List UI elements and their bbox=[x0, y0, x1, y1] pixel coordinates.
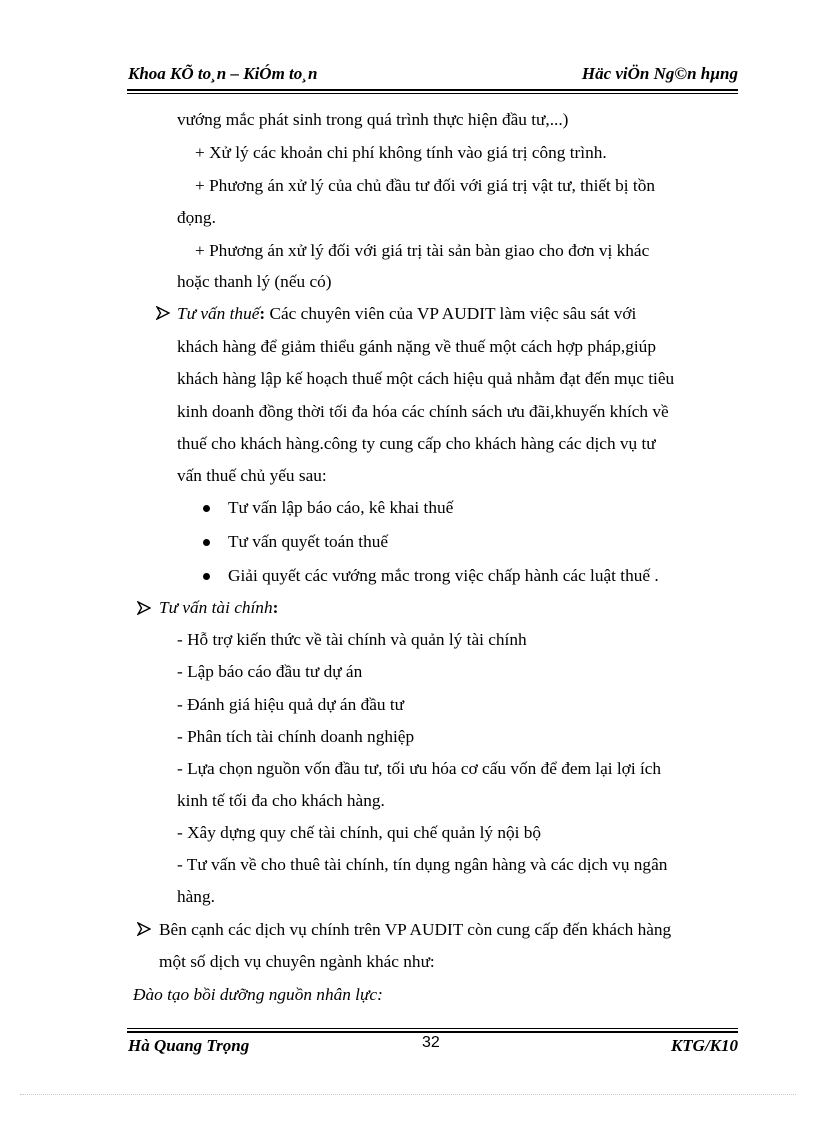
list-item: Tư vấn quyết toán thuế bbox=[228, 532, 389, 551]
body-line: đọng. bbox=[177, 208, 216, 227]
footer-rule bbox=[127, 1031, 738, 1033]
body-line: + Phương án xử lý của chủ đầu tư đối với giá trị vật tư, thiết bị tồn bbox=[195, 176, 656, 195]
list-item: - Lựa chọn nguồn vốn đầu tư, tối ưu hóa cơ cấu vốn để đem lại lợi ích bbox=[177, 759, 662, 778]
body-line: hoặc thanh lý (nếu có) bbox=[177, 272, 332, 291]
body-line: khách hàng lập kế hoạch thuế một cách hiệu quả nhằm đạt đến mục tiêu bbox=[177, 369, 675, 388]
list-item: - Hỗ trợ kiến thức về tài chính và quản lý tài chính bbox=[177, 630, 527, 649]
bullet-dot-icon bbox=[203, 539, 210, 546]
header-rule bbox=[127, 89, 738, 91]
list-item: - Xây dựng quy chế tài chính, qui chế quản lý nội bộ bbox=[177, 823, 542, 842]
financial-consulting-colon: : bbox=[272, 598, 279, 617]
list-item: - Đánh giá hiệu quả dự án đầu tư bbox=[177, 695, 405, 714]
header-rule-thin bbox=[127, 93, 738, 94]
body-line: vấn thuế chủ yếu sau: bbox=[177, 466, 327, 485]
body-line: kinh tế tối đa cho khách hàng. bbox=[177, 791, 385, 810]
financial-consulting-heading bbox=[159, 598, 278, 618]
body-line: + Phương án xử lý đối với giá trị tài sản bàn giao cho đơn vị khác bbox=[195, 241, 650, 260]
body-line: Bên cạnh các dịch vụ chính trên VP AUDIT còn cung cấp đến khách hàng bbox=[159, 920, 672, 939]
list-item: Giải quyết các vướng mắc trong việc chấp hành các luật thuế . bbox=[228, 566, 659, 585]
list-item: Tư vấn lập báo cáo, kê khai thuế bbox=[228, 498, 454, 517]
header-department: Khoa KÕ to¸n – KiÓm to¸n bbox=[128, 64, 318, 83]
bullet-dot-icon bbox=[203, 505, 210, 512]
tax-consulting-title: Tư vấn thuế bbox=[177, 304, 260, 323]
body-line: Các chuyên viên của VP AUDIT làm việc sâu sát với bbox=[265, 304, 637, 323]
list-item: - Phân tích tài chính doanh nghiệp bbox=[177, 727, 415, 746]
header-institution: Häc viÖn Ng©n hµng bbox=[581, 64, 738, 83]
body-line: vướng mắc phát sinh trong quá trình thực hiện đầu tư,...) bbox=[177, 110, 569, 129]
footer-class-code: KTG/K10 bbox=[670, 1036, 738, 1055]
body-line: hàng. bbox=[177, 887, 215, 906]
list-item: - Tư vấn về cho thuê tài chính, tín dụng ngân hàng và các dịch vụ ngân bbox=[177, 855, 668, 874]
tax-consulting-intro bbox=[177, 304, 636, 324]
body-line: + Xử lý các khoản chi phí không tính vào giá trị công trình. bbox=[195, 143, 607, 162]
body-line: khách hàng để giảm thiểu gánh nặng về thuế một cách hợp pháp,giúp bbox=[177, 337, 656, 356]
page-number: 32 bbox=[422, 1034, 440, 1051]
arrow-bullet-icon bbox=[156, 306, 170, 320]
body-line: thuế cho khách hàng.công ty cung cấp cho khách hàng các dịch vụ tư bbox=[177, 434, 656, 453]
financial-consulting-title: Tư vấn tài chính bbox=[159, 598, 273, 617]
training-heading: Đào tạo bồi dưỡng nguồn nhân lực: bbox=[133, 985, 383, 1004]
tax-consulting-colon: : bbox=[259, 304, 266, 323]
arrow-bullet-icon bbox=[137, 601, 151, 615]
list-item: - Lập báo cáo đầu tư dự án bbox=[177, 662, 363, 681]
page-edge-divider bbox=[20, 1094, 796, 1095]
footer-rule-thin bbox=[127, 1028, 738, 1029]
body-line: một số dịch vụ chuyên ngành khác như: bbox=[159, 952, 435, 971]
footer-author: Hà Quang Trọng bbox=[128, 1036, 250, 1055]
body-line: kinh doanh đồng thời tối đa hóa các chính sách ưu đãi,khuyến khích về bbox=[177, 402, 669, 421]
arrow-bullet-icon bbox=[137, 922, 151, 936]
bullet-dot-icon bbox=[203, 573, 210, 580]
